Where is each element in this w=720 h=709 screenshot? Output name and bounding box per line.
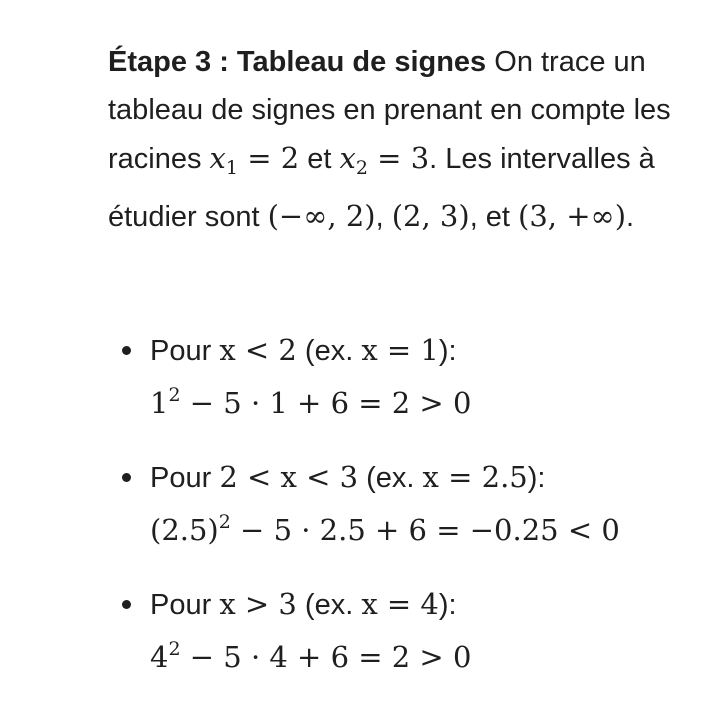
interval-3: (3, +∞) bbox=[518, 199, 627, 233]
item-condition: x < 2 bbox=[219, 333, 297, 367]
bullet-icon bbox=[122, 473, 131, 482]
document-body bbox=[108, 38, 698, 674]
item-lead: Pour bbox=[150, 462, 220, 494]
item-example: x = 2.5 bbox=[422, 460, 528, 494]
interval-list bbox=[108, 328, 708, 709]
interval-sep-1: , bbox=[375, 201, 392, 233]
list-item bbox=[108, 455, 708, 552]
step-text-2: et bbox=[299, 143, 340, 175]
step-text-1: On trace un tableau de signes en prenant en compte les racines bbox=[108, 46, 671, 175]
item-condition: x > 3 bbox=[219, 587, 297, 621]
item-lead: Pour bbox=[150, 589, 220, 621]
interval-sep-2: , et bbox=[469, 201, 519, 233]
item-tail: ): bbox=[438, 589, 457, 621]
item-expression: $4^2 - 5 \cdot 4 + 6 = 2 > 0$ bbox=[150, 638, 472, 674]
item-mid: (ex. bbox=[296, 589, 362, 621]
item-example: x = 1 bbox=[361, 333, 439, 367]
root-2: $x_2 = 3$ bbox=[339, 141, 430, 179]
step-text-3: . Les intervalles à étudier sont bbox=[108, 143, 655, 233]
item-lead: Pour bbox=[150, 335, 220, 367]
list-item bbox=[108, 328, 708, 425]
item-condition: 2 < x < 3 bbox=[219, 460, 359, 494]
item-mid: (ex. bbox=[358, 462, 423, 494]
item-expression: $1^2 - 5 \cdot 1 + 6 = 2 > 0$ bbox=[150, 384, 472, 420]
bullet-icon bbox=[122, 600, 131, 609]
item-expression: $(2.5)^2 - 5 \cdot 2.5 + 6 = -0.25 < 0$ bbox=[150, 511, 620, 547]
interval-1: (−∞, 2) bbox=[267, 199, 376, 233]
step-title: Étape 3 : Tableau de signes bbox=[108, 46, 487, 78]
step-paragraph bbox=[108, 38, 698, 241]
item-mid: (ex. bbox=[296, 335, 362, 367]
item-example: x = 4 bbox=[361, 587, 439, 621]
bullet-icon bbox=[122, 346, 131, 355]
step-end: . bbox=[626, 201, 635, 233]
interval-2: (2, 3) bbox=[391, 199, 470, 233]
item-tail: ): bbox=[438, 335, 457, 367]
root-1: $x_1 = 2$ bbox=[209, 141, 300, 179]
list-item bbox=[108, 582, 708, 679]
item-tail: ): bbox=[527, 462, 546, 494]
